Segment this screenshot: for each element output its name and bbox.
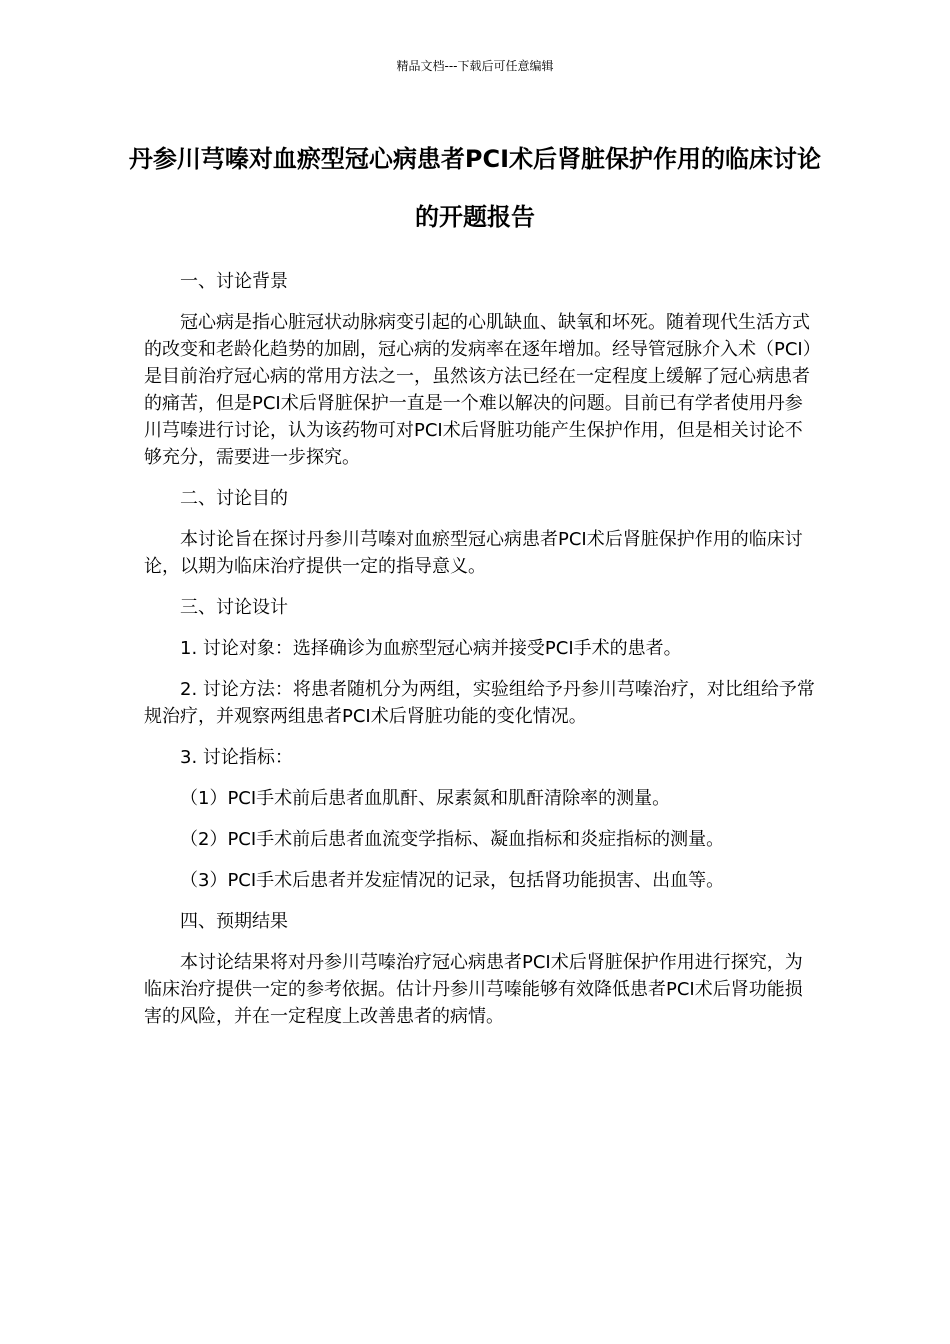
section-heading-results: 四、预期结果 (180, 911, 288, 932)
section-heading-background: 一、讨论背景 (180, 271, 288, 292)
section-heading-purpose: 二、讨论目的 (180, 488, 288, 509)
section-heading-design: 三、讨论设计 (180, 597, 288, 618)
design-item-subjects: 1. 讨论对象：选择确诊为血瘀型冠心病并接受PCI手术的患者。 (180, 638, 682, 659)
document-title: 丹参川芎嗪对血瘀型冠心病患者PCI术后肾脏保护作用的临床讨论的开题报告 (128, 145, 822, 231)
document-body (144, 268, 816, 1044)
page-header: 精品文档---下载后可任意编辑 (396, 59, 554, 73)
indicator-item-2: （2）PCI手术前后患者血流变学指标、凝血指标和炎症指标的测量。 (180, 829, 725, 850)
design-item-methods: 2. 讨论方法：将患者随机分为两组，实验组给予丹参川芎嗪治疗，对比组给予常规治疗，并观察两组患者PCI术后肾脏功能的变化情况。 (144, 679, 815, 727)
results-paragraph: 本讨论结果将对丹参川芎嗪治疗冠心病患者PCI术后肾脏保护作用进行探究，为临床治疗提供一定的参考依据。估计丹参川芎嗪能够有效降低患者PCI术后肾功能损害的风险，并在一定程度上改善患者的病情。 (144, 952, 803, 1027)
background-paragraph: 冠心病是指心脏冠状动脉病变引起的心肌缺血、缺氧和坏死。随着现代生活方式的改变和老龄化趋势的加剧，冠心病的发病率在逐年增加。经导管冠脉介入术（PCI）是目前治疗冠心病的常用方法之一，虽然该方法已经在一定程度上缓解了冠心病患者的痛苦，但是PCI术后肾脏保护一直是一个难以解决的问题。目前已有学者使用丹参川芎嗪进行讨论，认为该药物可对PCI术后肾脏功能产生保护作用，但是相关讨论不够充分，需要进一步探究。 (144, 312, 812, 468)
indicator-item-3: （3）PCI手术后患者并发症情况的记录，包括肾功能损害、出血等。 (180, 870, 725, 891)
indicator-item-1: （1）PCI手术前后患者血肌酐、尿素氮和肌酐清除率的测量。 (180, 788, 671, 809)
purpose-paragraph: 本讨论旨在探讨丹参川芎嗪对血瘀型冠心病患者PCI术后肾脏保护作用的临床讨论，以期为临床治疗提供一定的指导意义。 (144, 529, 803, 577)
design-item-indicators: 3. 讨论指标： (180, 747, 293, 768)
